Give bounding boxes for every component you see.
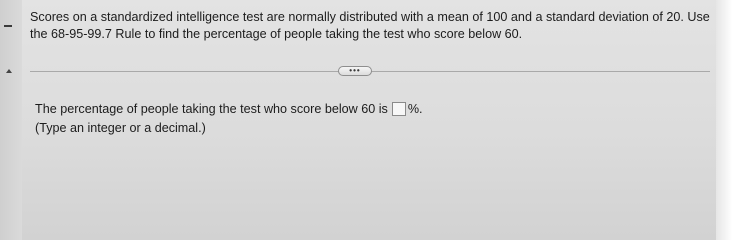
answer-input[interactable] <box>392 102 406 116</box>
left-gutter <box>0 0 22 240</box>
expand-button[interactable]: ••• <box>338 66 372 76</box>
answer-prefix: The percentage of people taking the test who score below 60 is <box>35 102 388 116</box>
question-text: Scores on a standardized intelligence test are normally distributed with a mean of 100 and a standard deviation of 20. Use the 68-95-99.7 Rule to find the percentage of people taking the test who score below 60. <box>30 10 710 41</box>
answer-line <box>35 101 423 118</box>
answer-hint: (Type an integer or a decimal.) <box>35 121 206 135</box>
answer-suffix: %. <box>407 102 423 116</box>
right-edge <box>716 0 732 240</box>
caret-up-icon[interactable] <box>6 69 12 73</box>
minus-icon <box>4 25 12 27</box>
